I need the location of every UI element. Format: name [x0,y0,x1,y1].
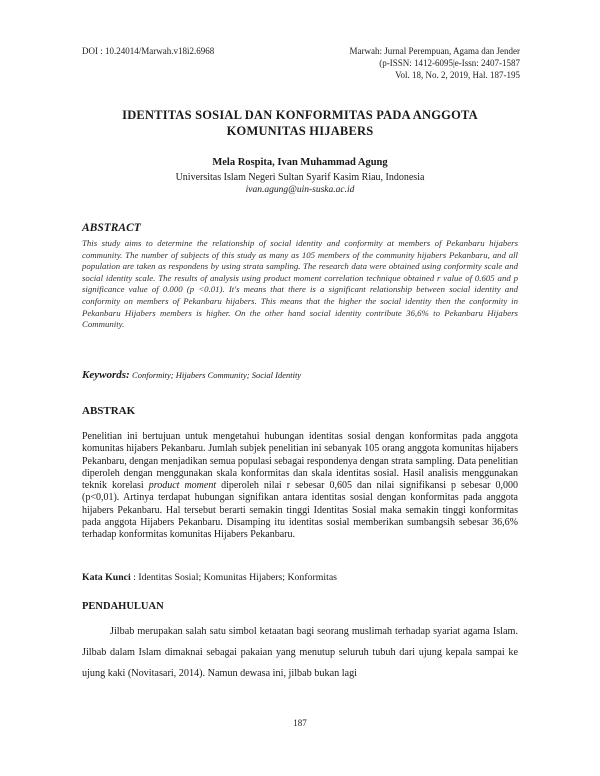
keywords-en-values: Conformity; Hijabers Community; Social Identity [132,370,302,380]
volume-text: Vol. 18, No. 2, 2019, Hal. 187-195 [395,70,520,80]
title-line-2: KOMUNITAS HIJABERS [226,124,374,138]
abstrak-heading: ABSTRAK [82,405,136,417]
affiliation: Universitas Islam Negeri Sultan Syarif Kasim Riau, Indonesia [175,172,425,183]
paper-title [82,107,518,139]
pendahuluan-body [82,621,518,684]
abstrak-body-part1: Penelitian ini bertujuan untuk mengetahui hubungan identitas sosial dengan konformitas pada anggota komunitas hijabers Pekanbaru. Jumlah subjek penelitian ini sebanyak 105 orang anggota komunitas hijabers Pekanbaru, dengan menjadikan semua populasi sebagai respondenya dengan strata sampling. Data penelitian diperoleh dengan menggunakan skala konformitas dan skala identitas sosial. Hasil analisis menggunakan teknik korelasi [82,431,518,492]
abstract-body: This study aims to determine the relationship of social identity and conformity at members of Pekanbaru hijabers community. The number of subjects of this study as many as 105 members of the community hijabers Pekanbaru, and all population are taken as respondens by using strata sampling. The research data were obtained using conformity scale and social identity scale. The results of analysis using product moment correlation technique obtained r value of 0.605 and p significance value of 0.000 (p <0.01). It's means that there is a significant relationship between social identity and conformity on members of Pekanbaru hijabers. This means that the higher the social identity then the conformity in Pekanbaru Hijabers members is higher. On the other hand social identity contribute 36,6% to Pekanbaru Hijabers Community. [82,238,518,330]
keywords-id [82,572,337,583]
journal-info [300,45,520,81]
keywords-en-label: Keywords: [82,369,130,381]
abstrak-body-part2: diperoleh nilai r sebesar 0,605 dan nilai signifikansi p sebesar 0,000 (p<0,01). Artinya terdapat hubungan signifikan antara identitas sosial dengan konformitas pada anggota hijabers Pekanbaru. Hal tersebut berarti semakin tinggi Identitas Sosial maka semakin tinggi konformitas pada anggota Hijabers Pekanbaru. Disamping itu identitas sosial memberikan sumbangsih sebesar 36,6% terhadap konformitas komunitas Hijabers Pekanbaru. [82,480,518,541]
journal-name: Marwah: Jurnal Perempuan, Agama dan Jender [349,46,520,56]
pendahuluan-heading: PENDAHULUAN [82,601,164,612]
title-line-1: IDENTITAS SOSIAL DAN KONFORMITAS PADA ANGGOTA [122,108,478,122]
abstrak-body [82,431,518,542]
abstract-heading: ABSTRACT [82,222,141,234]
page-number: 187 [293,718,307,728]
keywords-id-label: Kata Kunci [82,572,131,583]
keywords-id-values: : Identitas Sosial; Komunitas Hijabers; Konformitas [133,572,337,583]
authors: Mela Rospita, Ivan Muhammad Agung [212,157,388,168]
abstrak-body-italic: product moment [148,480,217,492]
doi-text: DOI : 10.24014/Marwah.v18i2.6968 [82,46,215,56]
pendahuluan-text: Jilbab merupakan salah satu simbol ketaatan bagi seorang muslimah terhadap syariat agama Islam. Jilbab dalam Islam dimaknai sebagai pakaian yang menutup seluruh tubuh dari ujung kepala sampai ke ujung kaki (Novitasari, 2014). Namun dewasa ini, jilbab bukan lagi [82,626,518,679]
author-email[interactable]: ivan.agung@uin-suska.ac.id [245,185,355,195]
keywords-en [82,369,301,381]
issn-text: (p-ISSN: 1412-6095|e-Issn: 2407-1587 [379,58,520,68]
